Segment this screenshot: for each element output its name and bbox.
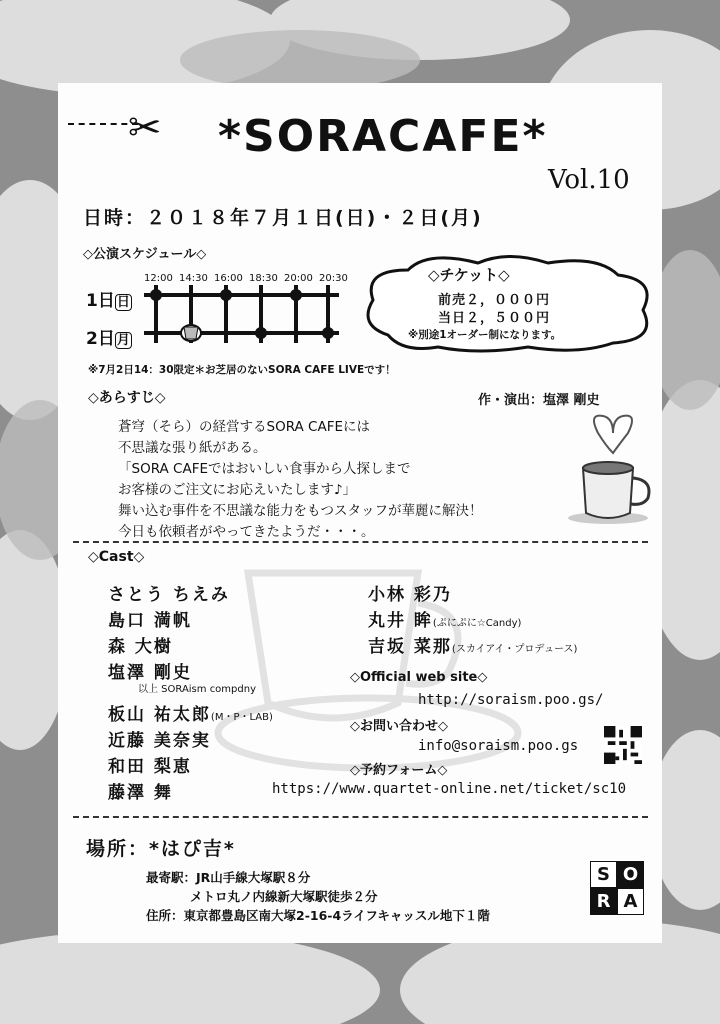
cast-name: 塩澤 剛史 [108, 663, 192, 683]
cast-name: 近藤 美奈実 [108, 731, 211, 751]
synopsis-line: お客様のご注文にお応えいたします♪」 [118, 482, 357, 498]
official-site-heading: ◇Official web site◇ [350, 670, 488, 685]
event-title: *SORACAFE* [218, 111, 548, 162]
scissors-icon: ✂ [128, 105, 162, 151]
nearest-station: 最寄駅：JR山手線大塚駅８分 [146, 870, 311, 885]
event-date: 日時：２０１８年７月１日(日)・２日(月) [83, 207, 483, 229]
cast-member [368, 606, 521, 631]
time-label: 20:30 [319, 273, 348, 284]
logo-letter: A [617, 888, 644, 915]
logo-letter: O [617, 861, 644, 888]
cast-member [108, 700, 273, 725]
time-label: 16:00 [214, 273, 243, 284]
cast-name: 吉坂 菜那 [368, 637, 452, 657]
credit-label: 作・演出：塩澤 剛史 [478, 393, 600, 408]
logo-letter: S [590, 861, 617, 888]
cast-member [108, 752, 192, 777]
cast-member [368, 580, 452, 605]
contact-heading: ◇お問い合わせ◇ [350, 719, 448, 734]
metro-access: メトロ丸ノ内線新大塚駅徒歩２分 [190, 889, 378, 904]
day2-label [86, 324, 132, 349]
contact-email-link[interactable]: info@soraism.poo.gs [418, 738, 579, 754]
coffee-cup-icon [568, 408, 658, 528]
ticket-note: ※別途1オーダー制になります。 [408, 329, 562, 341]
schedule-grid [144, 281, 339, 349]
ticket-advance-price: 前売２，０００円 [438, 293, 551, 308]
cast-name: 和田 梨恵 [108, 757, 192, 777]
cast-name: 小林 彩乃 [368, 585, 452, 605]
cast-affiliation: (M・P・LAB) [210, 712, 273, 723]
cup-marker-icon [181, 325, 201, 341]
divider [73, 816, 648, 818]
day1-label [86, 286, 132, 311]
time-label: 20:00 [284, 273, 313, 284]
synopsis-text [118, 417, 483, 543]
official-site-link[interactable]: http://soraism.poo.gs/ [418, 692, 604, 708]
cast-name: 森 大樹 [108, 637, 173, 657]
cast-name: 板山 祐太郎 [108, 705, 211, 725]
cast-member [108, 632, 173, 657]
cast-heading: ◇Cast◇ [88, 549, 145, 565]
cast-member [108, 580, 230, 605]
synopsis-line: 蒼穹（そら）の経営するSORA CAFEには [118, 419, 371, 435]
qr-code-icon[interactable] [604, 726, 642, 764]
reservation-link[interactable]: https://www.quartet-online.net/ticket/sc10 [272, 781, 627, 797]
cast-member [368, 632, 577, 657]
cast-member [108, 778, 173, 803]
cast-member [108, 606, 192, 631]
ticket-heading: ◇チケット◇ [428, 266, 510, 284]
day1-weekday: 日 [116, 295, 130, 310]
cast-name: さとう ちえみ [108, 585, 230, 605]
time-label: 12:00 [144, 273, 173, 284]
day1-text: 1日 [86, 291, 115, 311]
cast-member [108, 726, 211, 751]
time-label: 18:30 [249, 273, 278, 284]
day2-text: 2日 [86, 329, 115, 349]
ticket-door-price: 当日２，５００円 [438, 311, 551, 326]
divider [73, 541, 648, 543]
schedule-heading: ◇公演スケジュール◇ [83, 247, 207, 262]
volume-label: Vol.10 [548, 165, 630, 195]
venue-label: 場所：*はぴ吉* [86, 838, 236, 860]
cast-affiliation: (ぷにぷに☆Candy) [432, 618, 522, 629]
synopsis-line: 不思議な張り紙がある。 [118, 440, 267, 456]
synopsis-heading: ◇あらすじ◇ [88, 390, 166, 406]
cast-name: 島口 満帆 [108, 611, 192, 631]
venue-address: 住所：東京都豊島区南大塚2-16-4ライフキャッスル地下１階 [146, 908, 490, 923]
company-note: 以上 SORAism compdny [138, 684, 256, 695]
logo-letter: R [590, 888, 617, 915]
flyer [58, 83, 662, 943]
cast-name: 丸井 眸 [368, 611, 433, 631]
reservation-heading: ◇予約フォーム◇ [350, 763, 448, 778]
time-label: 14:30 [179, 273, 208, 284]
synopsis-line: 舞い込む事件を不思議な能力をもつスタッフが華麗に解決！ [118, 503, 483, 519]
sora-logo [590, 861, 644, 915]
cast-name: 藤澤 舞 [108, 783, 173, 803]
cast-affiliation: (スカイアイ・プロデュース) [451, 644, 578, 655]
schedule-note: ※7月2日14：30限定＊お芝居のないSORA CAFE LIVEです！ [88, 364, 396, 376]
synopsis-line: 「SORA CAFEではおいしい食事から人探しまで [118, 461, 411, 477]
synopsis-line: 今日も依頼者がやってきたようだ・・・。 [118, 524, 375, 540]
day2-weekday: 月 [116, 333, 130, 348]
